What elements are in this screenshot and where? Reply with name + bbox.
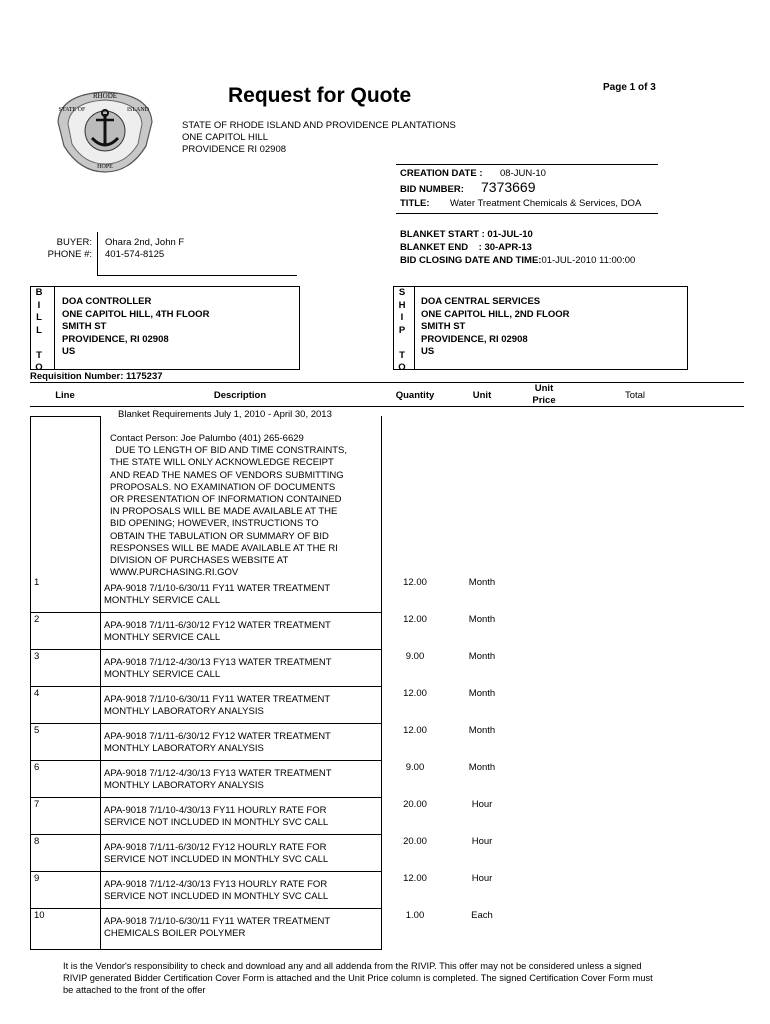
desc-line: APA-9018 7/1/10-6/30/11 FY11 WATER TREATMENT — [104, 916, 331, 927]
desc-line: APA-9018 7/1/12-4/30/13 FY13 WATER TREATMENT — [104, 768, 332, 779]
row-description — [104, 620, 374, 644]
letter: L — [36, 324, 42, 336]
bid-closing — [400, 254, 635, 267]
row-line: 4 — [34, 688, 40, 699]
phone-value: 401-574-8125 — [105, 249, 165, 260]
notice-line: It is the Vendor's responsibility to check and download any and all addenda from the RIVIP. This offer may not be considered unless a signed — [63, 961, 642, 971]
note-line: WWW.PURCHASING.RI.GOV — [110, 567, 239, 579]
unit-price-line: Price — [532, 395, 556, 406]
letter: P — [398, 324, 406, 336]
col-total: Total — [624, 390, 646, 401]
address-line: ONE CAPITOL HILL, 4TH FLOOR — [62, 308, 210, 320]
desc-line: SERVICE NOT INCLUDED IN MONTHLY SVC CALL — [104, 891, 329, 902]
col-line: Line — [55, 390, 75, 401]
row-line: 9 — [34, 873, 40, 884]
address-line: SMITH ST — [421, 321, 466, 332]
address-line: US — [421, 346, 435, 357]
row-line: 6 — [34, 762, 40, 773]
row-line: 5 — [34, 725, 40, 736]
bid-closing-value: 01-JUL-2010 11:00:00 — [541, 255, 636, 266]
page-title: Request for Quote — [228, 84, 412, 107]
note-line: THE STATE WILL ONLY ACKNOWLEDGE RECEIPT — [110, 457, 334, 469]
row-description — [104, 842, 374, 866]
row-description — [104, 916, 374, 940]
bill-to-address — [62, 296, 209, 359]
note-line: BID OPENING; HOWEVER, INSTRUCTIONS TO — [110, 518, 319, 530]
buyer-label: BUYER: — [56, 237, 92, 248]
row-unit: Each — [471, 910, 493, 921]
seal-text-bottom: HOPE — [97, 164, 113, 170]
agency-line: STATE OF RHODE ISLAND AND PROVIDENCE PLANTATIONS — [182, 120, 456, 131]
state-seal — [50, 84, 160, 174]
blanket-start: BLANKET START : 01-JUL-10 — [400, 229, 533, 240]
blanket-end: BLANKET END : 30-APR-13 — [400, 242, 532, 253]
unit-price-line: Unit — [534, 383, 554, 394]
vendor-notice — [63, 960, 713, 996]
row-quantity: 12.00 — [403, 614, 427, 625]
row-quantity: 12.00 — [403, 577, 427, 588]
letter: I — [37, 299, 41, 311]
address-line: US — [62, 346, 76, 357]
letter: L — [36, 312, 42, 323]
creation-date-label: CREATION DATE : — [400, 168, 483, 179]
row-quantity: 12.00 — [403, 873, 427, 884]
row-line: 1 — [34, 577, 40, 588]
letter: T — [399, 349, 405, 361]
letter: I — [400, 312, 404, 323]
row-line: 2 — [34, 614, 40, 625]
seal-text-right: ISLAND — [127, 107, 149, 113]
bid-notes — [110, 433, 375, 579]
address-line: ONE CAPITOL HILL, 2ND FLOOR — [421, 308, 570, 320]
row-unit: Hour — [471, 836, 493, 847]
col-quantity: Quantity — [395, 390, 435, 401]
row-description — [104, 657, 374, 681]
address-line: SMITH ST — [62, 321, 107, 332]
row-quantity: 20.00 — [403, 799, 427, 810]
agency-line: PROVIDENCE RI 02908 — [182, 144, 287, 155]
agency-line: ONE CAPITOL HILL — [182, 132, 269, 143]
note-line: OBTAIN THE TABULATION OR SUMMARY OF BID — [110, 530, 329, 542]
row-quantity: 9.00 — [405, 651, 425, 662]
desc-line: APA-9018 7/1/10-6/30/11 FY11 WATER TREATMENT — [104, 583, 331, 594]
row-unit: Month — [468, 614, 496, 625]
letter: O — [398, 362, 406, 373]
letter: H — [398, 299, 406, 311]
row-unit: Month — [468, 577, 496, 588]
row-line: 8 — [34, 836, 40, 847]
address-line: DOA CENTRAL SERVICES — [421, 296, 541, 307]
col-unit-price — [514, 383, 574, 407]
row-description — [104, 768, 374, 792]
creation-date-value: 08-JUN-10 — [500, 168, 546, 179]
desc-line: APA-9018 7/1/11-6/30/12 FY12 WATER TREATMENT — [104, 620, 331, 631]
address-line: DOA CONTROLLER — [62, 296, 152, 307]
row-description — [104, 694, 374, 718]
ship-to-letters — [396, 287, 408, 375]
row-unit: Month — [468, 762, 496, 773]
note-line: IN PROPOSALS WILL BE MADE AVAILABLE AT THE — [110, 506, 338, 518]
col-description: Description — [213, 390, 267, 401]
col-unit: Unit — [472, 390, 492, 401]
row-line: 3 — [34, 651, 40, 662]
desc-line: MONTHLY SERVICE CALL — [104, 632, 221, 643]
seal-text-left: STATE OF — [58, 107, 86, 113]
ship-to-address — [421, 296, 570, 359]
bid-number-value: 7373669 — [481, 179, 536, 195]
row-unit: Month — [468, 651, 496, 662]
row-quantity: 1.00 — [405, 910, 425, 921]
row-description — [104, 731, 374, 755]
row-description — [104, 583, 374, 607]
notice-line: be attached to the front of the offer — [63, 985, 206, 995]
title-value: Water Treatment Chemicals & Services, DOA — [450, 198, 642, 209]
agency-address — [182, 120, 456, 156]
desc-line: MONTHLY LABORATORY ANALYSIS — [104, 706, 264, 717]
seal-text-top: RHODE — [92, 92, 118, 100]
address-line: PROVIDENCE, RI 02908 — [421, 333, 528, 345]
bid-number-label: BID NUMBER: — [400, 184, 464, 195]
desc-line: APA-9018 7/1/12-4/30/13 FY13 HOURLY RATE FOR — [104, 879, 328, 890]
bill-to-letters — [33, 287, 45, 375]
note-line: OR PRESENTATION OF INFORMATION CONTAINED — [110, 494, 342, 506]
notice-line: RIVIP generated Bidder Certification Cover Form is attached and the Unit Price column is completed. The signed Certification Cover Form must — [63, 973, 653, 983]
desc-line: APA-9018 7/1/10-4/30/13 FY11 HOURLY RATE FOR — [104, 805, 327, 816]
note-line: PROPOSALS. NO EXAMINATION OF DOCUMENTS — [110, 481, 336, 493]
row-unit: Hour — [471, 799, 493, 810]
row-quantity: 12.00 — [403, 725, 427, 736]
buyer-value: Ohara 2nd, John F — [105, 237, 185, 248]
desc-line: SERVICE NOT INCLUDED IN MONTHLY SVC CALL — [104, 817, 329, 828]
row-unit: Month — [468, 725, 496, 736]
row-description — [104, 805, 374, 829]
desc-line: APA-9018 7/1/11-6/30/12 FY12 HOURLY RATE FOR — [104, 842, 327, 853]
row-quantity: 20.00 — [403, 836, 427, 847]
blanket-note: Blanket Requirements July 1, 2010 - April 30, 2013 — [118, 409, 332, 420]
note-line: RESPONSES WILL BE MADE AVAILABLE AT THE RI — [110, 542, 338, 554]
row-description — [104, 879, 374, 903]
letter: S — [398, 287, 406, 298]
desc-line: MONTHLY LABORATORY ANALYSIS — [104, 743, 264, 754]
desc-line: CHEMICALS BOILER POLYMER — [104, 928, 246, 939]
page-number: Page 1 of 3 — [603, 82, 656, 93]
requisition-number: Requisition Number: 1175237 — [30, 371, 163, 382]
desc-line: APA-9018 7/1/11-6/30/12 FY12 WATER TREATMENT — [104, 731, 331, 742]
row-quantity: 9.00 — [405, 762, 425, 773]
note-line: Contact Person: Joe Palumbo (401) 265-6629 — [110, 433, 304, 444]
letter: O — [35, 362, 43, 373]
desc-line: MONTHLY LABORATORY ANALYSIS — [104, 780, 264, 791]
letter: T — [36, 349, 42, 361]
row-unit: Hour — [471, 873, 493, 884]
letter: B — [35, 287, 43, 298]
phone-label: PHONE #: — [47, 249, 92, 260]
desc-line: APA-9018 7/1/12-4/30/13 FY13 WATER TREATMENT — [104, 657, 332, 668]
note-line: DUE TO LENGTH OF BID AND TIME CONSTRAINTS, — [110, 445, 348, 457]
row-line: 7 — [34, 799, 40, 810]
desc-line: APA-9018 7/1/10-6/30/11 FY11 WATER TREATMENT — [104, 694, 331, 705]
bid-closing-label: BID CLOSING DATE AND TIME: — [400, 255, 542, 266]
title-label: TITLE: — [400, 198, 430, 209]
desc-line: MONTHLY SERVICE CALL — [104, 595, 221, 606]
row-unit: Month — [468, 688, 496, 699]
address-line: PROVIDENCE, RI 02908 — [62, 333, 169, 345]
desc-line: SERVICE NOT INCLUDED IN MONTHLY SVC CALL — [104, 854, 329, 865]
note-line: AND READ THE NAMES OF VENDORS SUBMITTING — [110, 469, 344, 481]
note-line: DIVISION OF PURCHASES WEBSITE AT — [110, 555, 289, 567]
row-quantity: 12.00 — [403, 688, 427, 699]
desc-line: MONTHLY SERVICE CALL — [104, 669, 221, 680]
row-line: 10 — [34, 910, 45, 921]
